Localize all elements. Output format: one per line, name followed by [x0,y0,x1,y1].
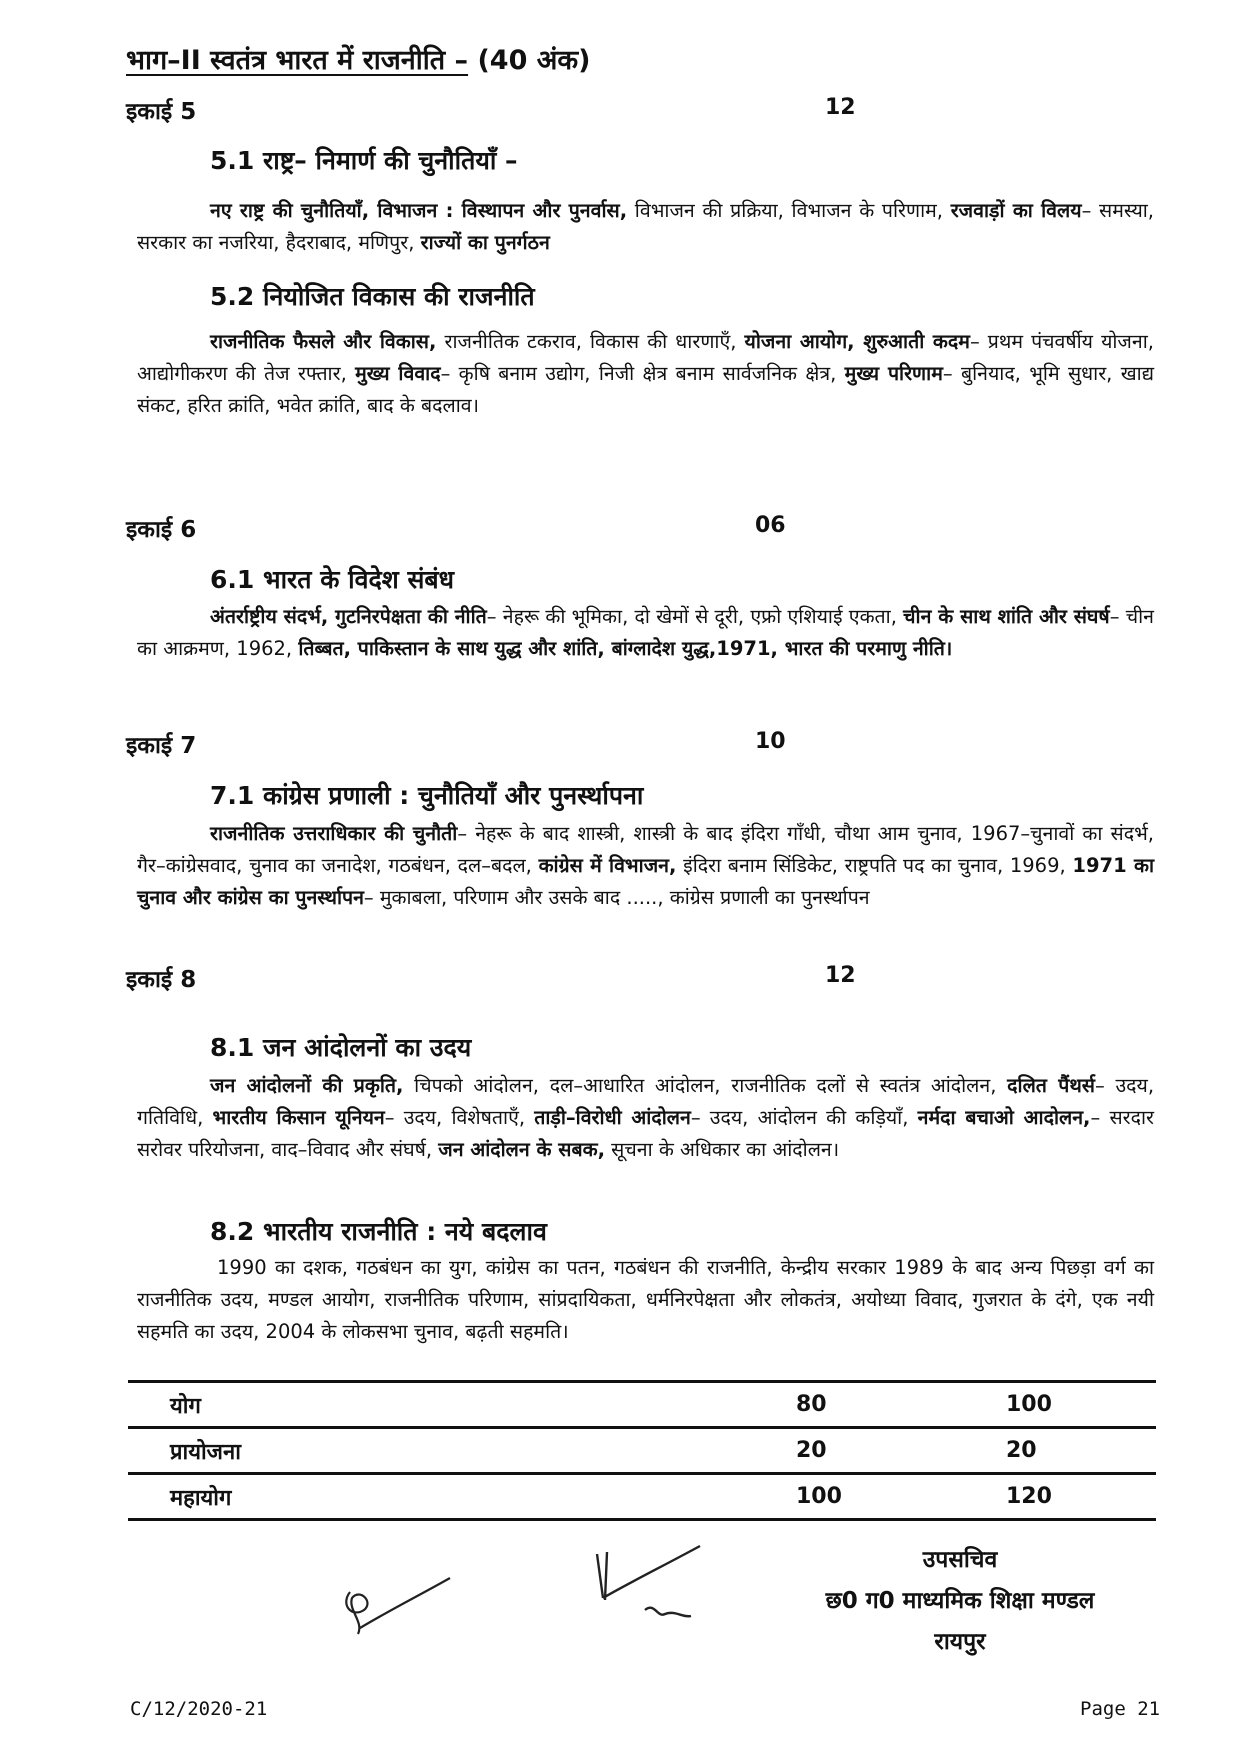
project-label: प्रायोजना [170,1439,241,1465]
section-8-1-title: 8.1 जन आंदोलनों का उदय [210,1033,472,1062]
s51-b1: नए राष्ट्र की चुनौतियाँ, विभाजन : विस्थापन और पुनर्वास, [210,199,628,222]
section-6-1-text [137,601,1154,665]
s81-b3: भारतीय किसान यूनियन [212,1106,385,1129]
s61-b1: अंतर्राष्ट्रीय संदर्भ, गुटनिरपेक्षता की नीति [210,605,487,628]
s52-b2: योजना आयोग, शुरुआती कदम [744,330,970,353]
s71-b2: कांग्रेस में विभाजन, [538,854,677,877]
total-max: 100 [1006,1392,1052,1417]
s52-b1: राजनीतिक फैसले और विकास, [210,330,437,353]
part-marks: (40 अंक) [477,45,591,76]
s81-b1: जन आंदोलनों की प्रकृति, [210,1074,404,1097]
unit-7-marks: 10 [755,729,786,754]
signatory-designation: उपसचिव [922,1547,998,1573]
grand-total-max: 120 [1006,1484,1052,1509]
section-8-2-text [137,1252,1154,1348]
s81-b4: ताड़ी–विरोधी आंदोलन [534,1106,691,1129]
s52-t1: राजनीतिक टकराव, विकास की धारणाएँ, [436,330,745,353]
s52-t4: – बुनियाद, भूमि सुधार, खाद्य संकट, हरित क्रांति, भवेत क्रांति, बाद के बदलाव। [137,362,1154,417]
s81-t1: चिपको आंदोलन, दल–आधारित आंदोलन, राजनीतिक दलों से स्वतंत्र आंदोलन, [403,1074,1008,1097]
signature-mark-1 [330,1570,460,1650]
unit-6-marks: 06 [755,513,786,538]
s81-t6: सूचना के अधिकार का आंदोलन। [604,1138,840,1161]
s51-t2: – समस्या, सरकार का नजरिया, हैदराबाद, मणिपुर, [137,199,1155,254]
table-row [128,1382,1156,1428]
s51-b3: राज्यों का पुनर्गठन [420,231,550,254]
part-title [126,40,591,77]
s61-b2: चीन के साथ शांति और संघर्ष [903,605,1110,628]
unit-6-label: इकाई 6 [126,517,197,543]
unit-5-label: इकाई 5 [126,99,197,125]
unit-7-label: इकाई 7 [126,733,197,759]
project-theory: 20 [796,1438,827,1463]
s51-b2: रजवाड़ों का विलय [950,199,1082,222]
table-row [128,1428,1156,1474]
total-theory: 80 [796,1392,827,1417]
s71-b3: 1971 का चुनाव और कांग्रेस का पुनर्स्थापन [137,854,1155,909]
signatory-office: छ0 ग0 माध्यमिक शिक्षा मण्डल [825,1588,1095,1614]
total-label: योग [170,1393,201,1419]
s61-t2: – चीन का आक्रमण, 1962, [137,605,1154,660]
marks-totals-table [128,1380,1156,1521]
s52-b3: मुख्य विवाद [355,362,441,385]
s81-b5: नर्मदा बचाओ आदोलन, [917,1106,1091,1129]
section-5-2-title: 5.2 नियोजित विकास की राजनीति [210,282,535,311]
table-row [128,1474,1156,1520]
signatory-city: रायपुर [934,1629,986,1655]
section-8-1-text [137,1070,1154,1166]
s61-b3: तिब्बत, पाकिस्तान के साथ युद्ध और शांति, बांग्लादेश युद्ध,1971, भारत की परमाणु नीति। [298,637,953,660]
s52-t3: – कृषि बनाम उद्योग, निजी क्षेत्र बनाम सार्वजनिक क्षेत्र, [440,362,845,385]
s71-b1: राजनीतिक उत्तराधिकार की चुनौती [210,822,458,845]
s61-t1: – नेहरू की भूमिका, दो खेमों से दूरी, एफ्रो एशियाई एकता, [486,605,904,628]
section-6-1-title: 6.1 भारत के विदेश संबंध [210,565,455,594]
unit-8-marks: 12 [825,963,856,988]
s81-t2: – उदय, गतिविधि, [137,1074,1155,1129]
s81-t4: – उदय, आंदोलन की कड़ियाँ, [690,1106,918,1129]
s81-t3: – उदय, विशेषताएँ, [384,1106,535,1129]
section-5-2-text [137,326,1154,422]
s82-t1: 1990 का दशक, गठबंधन का युग, कांग्रेस का पतन, गठबंधन की राजनीति, केन्द्रीय सरकार 1989 के बाद अन्य पिछड़ा वर्ग का राजनीतिक उदय, मण्डल आयोग, राजनीतिक परिणाम, सांप्रदायिकता, धर्मनिरपेक्षता और लोकतंत्र, अयोध्या विवाद, गुजरात के दंगे, एक नयी सहमति का उदय, 2004 के लोकसभा चुनाव, बढ़ती सहमति। [137,1256,1154,1343]
section-5-1-title: 5.1 राष्ट्र– निमार्ण की चुनौतियाँ – [210,146,518,175]
grand-total-theory: 100 [796,1484,842,1509]
section-8-2-title: 8.2 भारतीय राजनीति : नये बदलाव [210,1217,547,1246]
project-max: 20 [1006,1438,1037,1463]
grand-total-label: महायोग [170,1485,232,1511]
s52-b4: मुख्य परिणाम [844,362,943,385]
signatory-block [770,1540,1150,1663]
s81-b2: दलित पैंथर्स [1007,1074,1095,1097]
section-5-1-text [137,195,1154,259]
unit-8-label: इकाई 8 [126,967,197,993]
unit-5-marks: 12 [825,95,856,120]
section-7-1-text [137,818,1154,914]
s81-b6: जन आंदोलन के सबक, [438,1138,605,1161]
signature-mark-2 [585,1540,715,1630]
section-7-1-title: 7.1 कांग्रेस प्रणाली : चुनौतियाँ और पुनर्स्थापना [210,781,644,810]
s71-t3: – मुकाबला, परिणाम और उसके बाद ....., कांग्रेस प्रणाली का पुनर्स्थापन [363,886,870,909]
page-number: Page 21 [1080,1698,1161,1720]
s71-t1: – नेहरू के बाद शास्त्री, शास्त्री के बाद इंदिरा गाँधी, चौथा आम चुनाव, 1967–चुनावों का संदर्भ, गैर–कांग्रेसवाद, चुनाव का जनादेश, गठबंधन, दल–बदल, [137,822,1154,877]
part-title-text: भाग–II स्वतंत्र भारत में राजनीति – [126,45,469,76]
document-code: C/12/2020-21 [130,1698,268,1720]
s71-t2: इंदिरा बनाम सिंडिकेट, राष्ट्रपति पद का चुनाव, 1969, [676,854,1073,877]
s51-t1: विभाजन की प्रक्रिया, विभाजन के परिणाम, [627,199,951,222]
s52-t2: – प्रथम पंचवर्षीय योजना, आद्योगीकरण की तेज रफ्तार, [137,330,1154,385]
s81-t5: – सरदार सरोवर परियोजना, वाद–विवाद और संघर्ष, [137,1106,1154,1161]
